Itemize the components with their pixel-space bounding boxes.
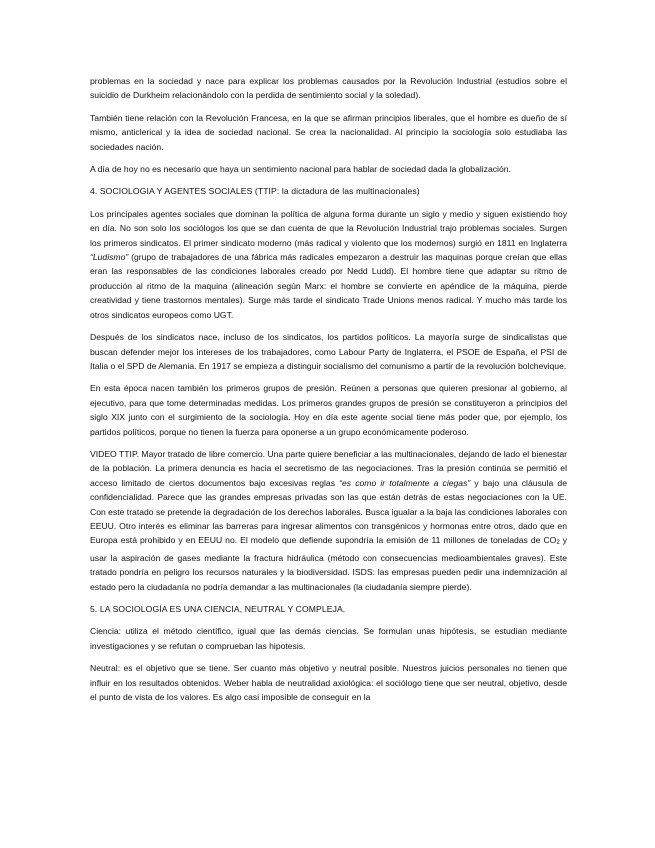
paragraph-revolucion-francesa: También tiene relación con la Revolución Francesa, en la que se afirman principios liberales, que el hombre es dueño de sí mismo, anticlerical y la idea de sociedad nacional. Se crea la nacionalidad. Al principio la sociología solo estudiaba las sociedades nación. [90,112,567,152]
subscript-2: 2 [556,540,560,547]
section-heading-4: 4. SOCIOLOGIA Y AGENTES SOCIALES (TTIP: la dictadura de las multinacionales) [90,186,420,197]
paragraph-grupos-presion: En esta época nacen también los primeros grupos de presión. Reúnen a personas que quieren presionar al gobierno, al ejecutivo, para que tome determinadas medidas. Los primeros grandes grupos de presión se constituyeron a principios del siglo XIX junto con el surgimiento de la sociología. Hoy en día este agente social tiene más poder que, por ejemplo, los partidos políticos, porque no tienen la fuerza para oponerse a un grupo económicamente poderoso. [90,383,567,437]
paragraph-ciencia: Ciencia: utiliza el método científico, igual que las demás ciencias. Se formulan unas hipótesis, se estudian mediante investigaciones y se refutan o comprueban las hipotesis. [90,626,567,651]
paragraph-globalizacion: A día de hoy no es necesario que haya un sentimiento nacional para hablar de sociedad dada la globalización. [90,164,511,175]
italic-ludismo: “Ludismo” [90,252,129,263]
paragraph-partidos-politicos: Después de los sindicatos nace, incluso de los sindicatos, los partidos políticos. La mayoría surge de sindicalistas que buscan defender mejor los intereses de los trabajadores, como Labour Party de Inglaterra, el PSOE de España, el PSI de Italia o el SPD de Alemania. En 1917 se empieza a distinguir socialismo del comunismo a partir de la revolución bolchevique. [90,332,567,371]
paragraph-agentes-sociales [90,207,567,322]
text-run: y bajo una cláusula de confidencialidad. Parece que las grandes empresas privadas son las que están detrás de estas negociaciones con la UE. Con este tratado se pretende la degradación de los derechos laborales. Busca igualar a la baja las condiciones laborales con EEUU. Otro interés es eliminar las barreras para ingresar alimentos con transgénicos y hormonas entre otros, dado que en Europa está prohibido y en EEUU no. El modelo que defiende supondría la emisión de 11 millones de toneladas de CO [90,477,567,546]
text-run: (grupo de trabajadores de una fábrica más radicales empezaron a destruir las maquinas porque creían que ellas eran las responsables de las condiciones laborales creado por Nedd Ludd). El hombre tiene que adaptar su ritmo de producción al ritmo de la maquina (alineación según Marx: el hombre se convierte en apéndice de la máquina, pierde creatividad y tiene trastornos mentales). Surge más tarde el sindicato Trade Unions menos radical. Y mucho más tarde los otros sindicatos europeos como UGT. [90,252,567,320]
paragraph-revolucion-industrial: problemas en la sociedad y nace para explicar los problemas causados por la Revolución Industrial (estudios sobre el suicidio de Durkheim relacionándolo con la perdida de sentimiento social y la soledad). [90,76,567,101]
text-run: Los principales agentes sociales que dominan la política de alguna forma durante un siglo y medio y siguen existiendo hoy en día. No son solo los sociólogos los que se dan cuenta de que la Revolución Industrial trajo problemas sociales. Surgen los primeros sindicatos. El primer sindicato moderno (más radical y violento que los modernos) surgió en 1811 en Inglaterra [90,208,567,248]
italic-quote: “es como ir totalmente a ciegas” [339,477,471,488]
text-run: y usar la aspiración de gases mediante la fractura hidráulica (método con consecuencias medioambientales graves). Este tratado pondría en peligro los recursos naturales y la biodiversidad. ISDS: las empresas pueden pedir una indemnización al estado pero la ciudadanía no podría demandar a las multinacionales (la ciudadanía siempre pierde). [90,535,568,592]
paragraph-neutral: Neutral: es el objetivo que se tiene. Ser cuanto más objetivo y neutral posible. Nuestros juicios personales no tienen que influir en los resultados obtenidos. Weber habla de neutralidad axiológica: el sociólogo tiene que ser neutral, objetivo, desde el punto de vista de los valores. Es algo casi imposible de conseguir en la [90,663,567,703]
document-page [90,74,567,712]
text-run: VIDEO TTIP. Mayor tratado de libre comercio. Una parte quiere beneficiar a las multinacionales, dejando de lado el bienestar de la población. La primera denuncia es hacia el secretismo de las negociaciones. Tras la presión continúa se permitió el acceso limitado de ciertos documentos bajo excesivas reglas [90,448,567,488]
section-heading-5: 5. LA SOCIOLOGÍA ES UNA CIENCIA, NEUTRAL Y COMPLEJA. [90,604,346,614]
paragraph-video-ttip [90,447,567,594]
